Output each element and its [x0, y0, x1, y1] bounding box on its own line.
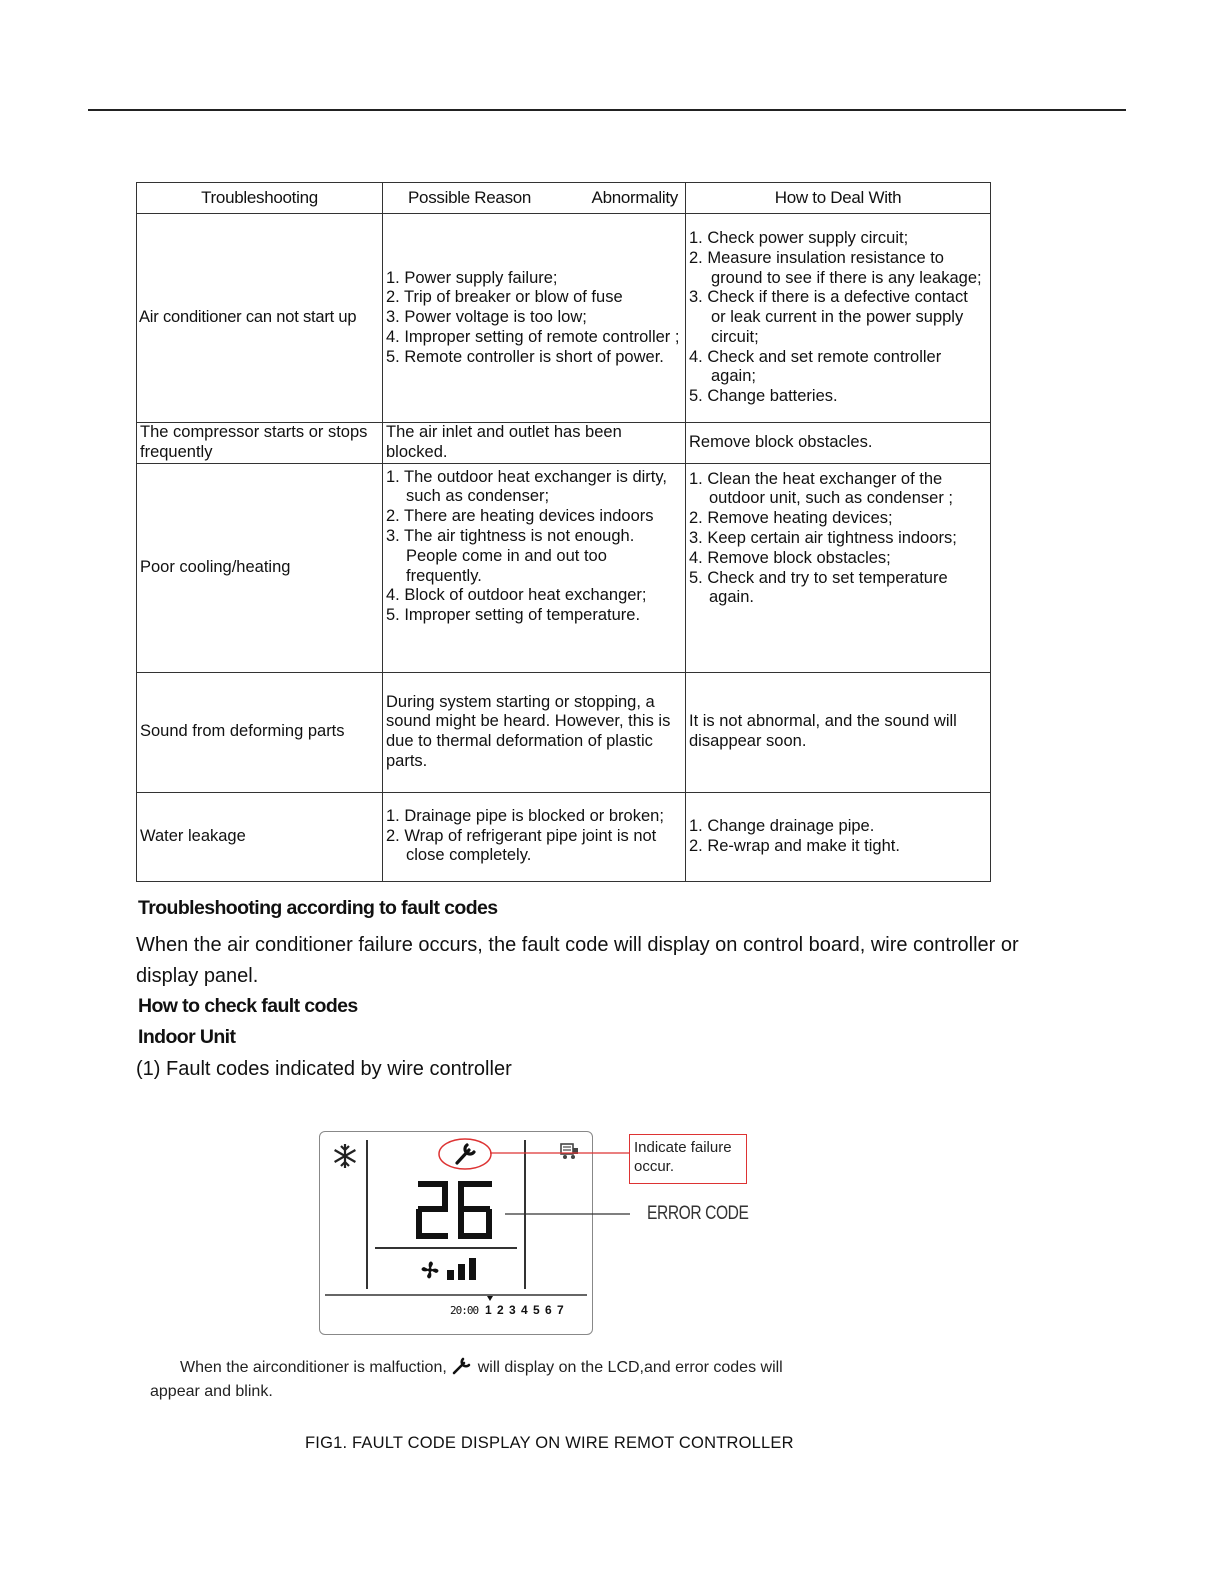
wrench-icon — [437, 1137, 493, 1171]
error-code-digits — [412, 1179, 496, 1241]
list-item: 3. The air tightness is not enough. People come in and out too frequently. — [386, 526, 635, 585]
list-item: 3. Check if there is a defective contact or leak current in the power supply circuit; — [689, 288, 968, 346]
figure-caption: FIG1. FAULT CODE DISPLAY ON WIRE REMOT CONTROLLER — [305, 1434, 794, 1452]
header-possible-reason-label: Possible Reason — [408, 188, 532, 208]
reason-cell — [383, 792, 686, 881]
problem-cell: Water leakage — [137, 792, 383, 881]
list-item: 2. Remove heating devices; — [689, 509, 893, 528]
day-indicator-arrow — [487, 1296, 493, 1301]
list-item: 1. Clean the heat exchanger of the outdoor unit, such as condenser ; — [689, 469, 953, 508]
troubleshooting-table — [136, 182, 991, 882]
section-heading-fault-codes: Troubleshooting according to fault codes — [138, 897, 498, 919]
list-item: 2. Measure insulation resistance to ground to see if there is any leakage; — [689, 248, 982, 287]
problem-cell: Sound from deforming parts — [137, 672, 383, 792]
list-item: 1. Check power supply circuit; — [689, 228, 909, 247]
list-item: 3. Keep certain air tightness indoors; — [689, 528, 957, 547]
problem-cell: Air conditioner can not start up — [137, 214, 383, 423]
list-item: 2. Trip of breaker or blow of fuse — [386, 288, 623, 307]
table-row — [137, 423, 991, 464]
header-abnormality-label: Abnormality — [591, 188, 678, 208]
list-item: 1. Power supply failure; — [386, 268, 558, 287]
action-cell — [686, 214, 991, 423]
list-item: 4. Check and set remote controller again; — [689, 347, 942, 386]
weekday-numbers: 1 2 3 4 5 6 7 — [485, 1303, 565, 1317]
timer-display: 20:00 — [450, 1304, 479, 1317]
header-possible-reason — [383, 183, 686, 214]
fan-speed-bars — [446, 1258, 480, 1282]
list-item: 1. The outdoor heat exchanger is dirty, such as condenser; — [386, 467, 667, 506]
action-cell — [686, 463, 991, 672]
table-row — [137, 214, 991, 423]
list-item: 4. Remove block obstacles; — [689, 548, 891, 567]
list-item: 5. Remote controller is short of power. — [386, 347, 664, 366]
list-item: 4. Improper setting of remote controller ; — [386, 327, 680, 346]
table-row — [137, 463, 991, 672]
list-item: 5. Improper setting of temperature. — [386, 606, 641, 625]
list-item-wire-controller: (1) Fault codes indicated by wire controller — [136, 1058, 512, 1080]
list-item: 3. Power voltage is too low; — [386, 308, 587, 327]
action-cell: Remove block obstacles. — [686, 423, 991, 464]
fan-icon — [418, 1258, 442, 1282]
list-item: 5. Change batteries. — [689, 387, 838, 406]
list-item: 4. Block of outdoor heat exchanger; — [386, 586, 647, 605]
table-row — [137, 672, 991, 792]
action-cell — [686, 792, 991, 881]
list-item: 2. There are heating devices indoors — [386, 507, 654, 526]
action-cell: It is not abnormal, and the sound will disappear soon. — [686, 672, 991, 792]
callout-lines — [490, 1130, 630, 1250]
header-troubleshooting: Troubleshooting — [137, 183, 383, 214]
reason-cell: The air inlet and outlet has been blocked. — [383, 423, 686, 464]
reason-cell — [383, 463, 686, 672]
intro-paragraph: When the air conditioner failure occurs, the fault code will display on control board, wire controller or display panel. — [136, 934, 1019, 987]
problem-cell: Poor cooling/heating — [137, 463, 383, 672]
list-item: 1. Change drainage pipe. — [689, 816, 875, 835]
reason-cell — [383, 214, 686, 423]
callout-failure-text: Indicate failure occur. — [634, 1139, 732, 1175]
problem-cell: The compressor starts or stops frequently — [137, 423, 383, 464]
section-heading-indoor-unit: Indoor Unit — [138, 1026, 236, 1048]
figure-note-part1: When the airconditioner is malfuction, — [180, 1359, 447, 1376]
wrench-icon — [451, 1357, 473, 1375]
callout-error-code: ERROR CODE — [647, 1203, 749, 1224]
section-heading-check-codes: How to check fault codes — [138, 995, 358, 1017]
table-header-row — [137, 183, 991, 214]
header-how-to-deal: How to Deal With — [686, 183, 991, 214]
list-item: 5. Check and try to set temperature again. — [689, 568, 948, 607]
figure-note-part2: will display on the LCD,and error codes will appear and blink. — [150, 1359, 783, 1400]
snowflake-icon — [331, 1142, 359, 1170]
table-row — [137, 792, 991, 881]
list-item: 2. Re-wrap and make it tight. — [689, 836, 900, 855]
reason-cell: During system starting or stopping, a sound might be heard. However, this is due to thermal deformation of plastic parts. — [383, 672, 686, 792]
header-rule — [88, 109, 1126, 111]
list-item: 2. Wrap of refrigerant pipe joint is not close completely. — [386, 826, 657, 865]
callout-failure-box — [629, 1134, 747, 1184]
list-item: 1. Drainage pipe is blocked or broken; — [386, 806, 664, 825]
figure-note — [150, 1356, 810, 1404]
